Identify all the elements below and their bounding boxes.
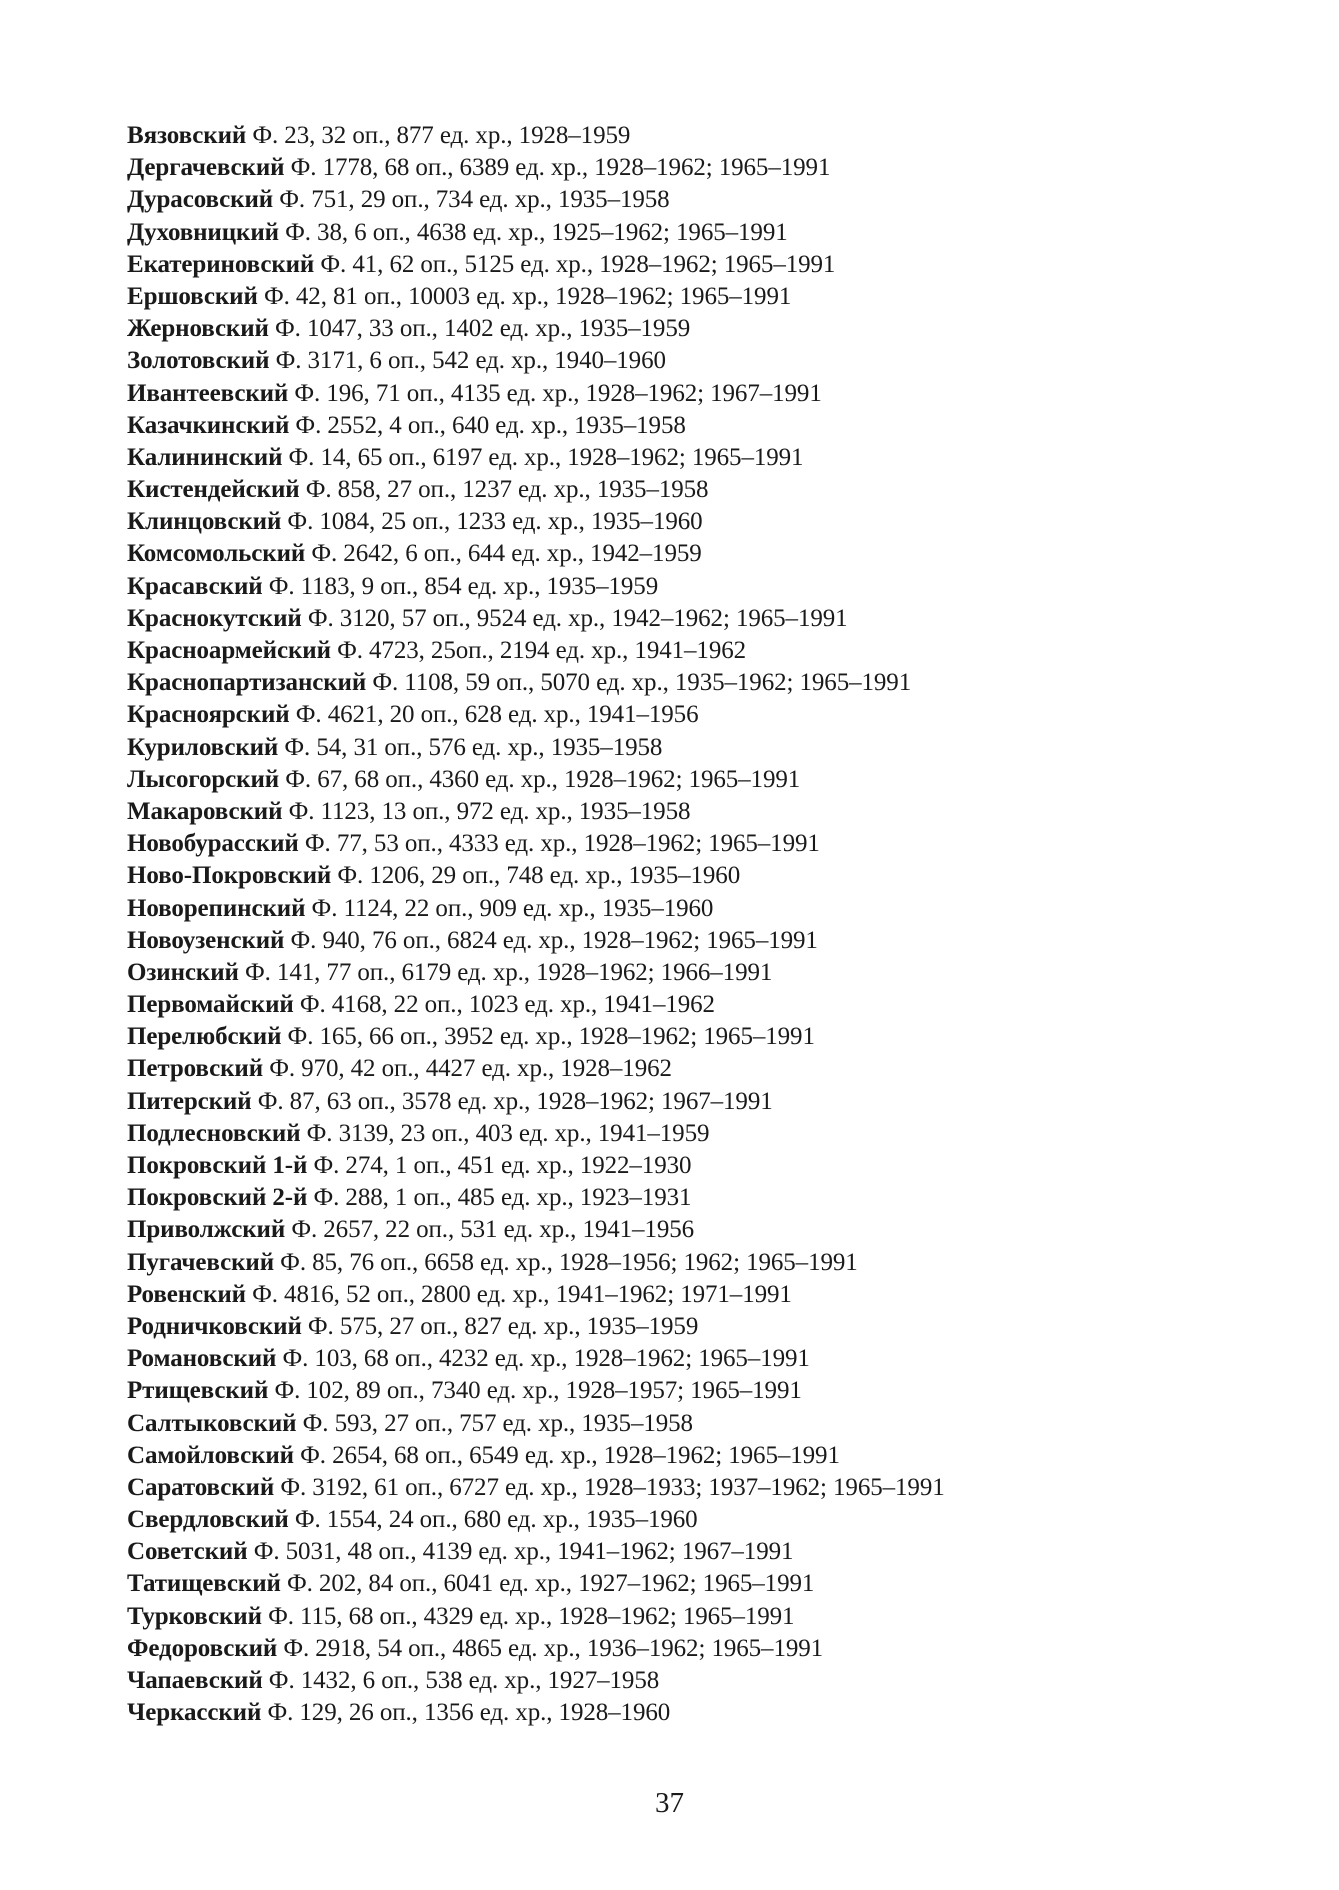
- district-name: Ново-Покровский: [127, 862, 332, 890]
- district-name: Салтыковский: [127, 1409, 297, 1437]
- district-name: Черкасский: [127, 1699, 262, 1727]
- fund-details: Ф. 1778, 68 оп., 6389 ед. хр., 1928–1962; 1965–1991: [290, 154, 831, 182]
- district-name: Комсомольский: [127, 540, 306, 568]
- fund-details: Ф. 141, 77 оп., 6179 ед. хр., 1928–1962; 1966–1991: [244, 958, 773, 986]
- fund-details: Ф. 202, 84 оп., 6041 ед. хр., 1927–1962; 1965–1991: [286, 1570, 815, 1598]
- fund-details: Ф. 575, 27 оп., 827 ед. хр., 1935–1959: [307, 1312, 699, 1340]
- district-name: Перелюбский: [127, 1023, 282, 1051]
- list-item: [127, 506, 1247, 538]
- district-name: Покровский 1-й: [127, 1152, 308, 1179]
- fund-details: Ф. 593, 27 оп., 757 ед. хр., 1935–1958: [302, 1409, 693, 1437]
- district-name: Новобурасский: [127, 830, 299, 858]
- list-item: [127, 732, 1247, 764]
- list-item: [127, 1568, 1247, 1600]
- fund-details: Ф. 14, 65 оп., 6197 ед. хр., 1928–1962; 1965–1991: [288, 443, 804, 471]
- fund-details: Ф. 41, 62 оп., 5125 ед. хр., 1928–1962; 1965–1991: [320, 250, 836, 278]
- list-item: [127, 699, 1247, 731]
- list-item: [127, 957, 1247, 989]
- list-item: [127, 1311, 1247, 1343]
- district-name: Покровский 2-й: [127, 1184, 308, 1212]
- fund-details: Ф. 1047, 33 оп., 1402 ед. хр., 1935–1959: [275, 315, 691, 343]
- district-name: Первомайский: [127, 991, 294, 1019]
- list-item: [127, 1279, 1247, 1311]
- fund-details: Ф. 54, 31 оп., 576 ед. хр., 1935–1958: [284, 733, 663, 761]
- district-name: Самойловский: [127, 1441, 294, 1469]
- fund-details: Ф. 4816, 52 оп., 2800 ед. хр., 1941–1962; 1971–1991: [252, 1280, 792, 1308]
- district-name: Куриловский: [127, 733, 279, 761]
- district-name: Дергачевский: [127, 154, 285, 182]
- fund-details: Ф. 858, 27 оп., 1237 ед. хр., 1935–1958: [305, 476, 709, 504]
- list-item: [127, 796, 1247, 828]
- list-item: [127, 1343, 1247, 1375]
- page-number: 37: [655, 1787, 684, 1819]
- fund-details: Ф. 42, 81 оп., 10003 ед. хр., 1928–1962; 1965–1991: [263, 282, 792, 310]
- list-item: [127, 1086, 1247, 1118]
- fund-details: Ф. 67, 68 оп., 4360 ед. хр., 1928–1962; 1965–1991: [285, 765, 801, 793]
- fund-details: Ф. 87, 63 оп., 3578 ед. хр., 1928–1962; 1967–1991: [257, 1087, 773, 1115]
- fund-details: Ф. 751, 29 оп., 734 ед. хр., 1935–1958: [279, 186, 670, 214]
- fund-details: Ф. 115, 68 оп., 4329 ед. хр., 1928–1962; 1965–1991: [268, 1602, 795, 1630]
- list-item: [127, 281, 1247, 313]
- list-item: [127, 603, 1247, 635]
- district-name: Саратовский: [127, 1473, 275, 1501]
- fund-details: Ф. 4168, 22 оп., 1023 ед. хр., 1941–1962: [299, 991, 715, 1019]
- fund-details: Ф. 274, 1 оп., 451 ед. хр., 1922–1930: [313, 1152, 692, 1179]
- district-name: Краснокутский: [127, 604, 302, 632]
- list-item: [127, 152, 1247, 184]
- district-name: Ивантеевский: [127, 379, 289, 407]
- district-name: Приволжский: [127, 1216, 286, 1244]
- list-item: [127, 313, 1247, 345]
- list-item: [127, 1504, 1247, 1536]
- fund-details: Ф. 1123, 13 оп., 972 ед. хр., 1935–1958: [288, 797, 691, 825]
- list-item: [127, 442, 1247, 474]
- fund-details: Ф. 2918, 54 оп., 4865 ед. хр., 1936–1962; 1965–1991: [283, 1634, 824, 1662]
- district-name: Петровский: [127, 1055, 264, 1083]
- fund-details: Ф. 3120, 57 оп., 9524 ед. хр., 1942–1962; 1965–1991: [307, 604, 848, 632]
- district-name: Татищевский: [127, 1570, 281, 1598]
- district-name: Духовницкий: [127, 218, 279, 246]
- district-name: Федоровский: [127, 1634, 278, 1662]
- fund-details: Ф. 4723, 25оп., 2194 ед. хр., 1941–1962: [337, 637, 747, 664]
- archive-fund-list: [127, 120, 1247, 1729]
- fund-details: Ф. 2642, 6 оп., 644 ед. хр., 1942–1959: [311, 540, 702, 568]
- fund-details: Ф. 3139, 23 оп., 403 ед. хр., 1941–1959: [306, 1119, 710, 1147]
- district-name: Дурасовский: [127, 186, 274, 214]
- district-name: Чапаевский: [127, 1667, 263, 1694]
- list-item: [127, 1214, 1247, 1246]
- fund-details: Ф. 85, 76 оп., 6658 ед. хр., 1928–1956; 1962; 1965–1991: [280, 1248, 858, 1276]
- list-item: [127, 410, 1247, 442]
- district-name: Красноармейский: [127, 637, 331, 664]
- district-name: Золотовский: [127, 347, 270, 375]
- district-name: Екатериновский: [127, 250, 315, 278]
- fund-details: Ф. 1108, 59 оп., 5070 ед. хр., 1935–1962; 1965–1991: [372, 669, 912, 697]
- list-item: [127, 1247, 1247, 1279]
- list-item: [127, 635, 1247, 667]
- fund-details: Ф. 1206, 29 оп., 748 ед. хр., 1935–1960: [337, 862, 741, 890]
- list-item: [127, 474, 1247, 506]
- district-name: Озинский: [127, 958, 239, 986]
- list-item: [127, 217, 1247, 249]
- list-item: [127, 1697, 1247, 1729]
- district-name: Новорепинский: [127, 894, 306, 922]
- fund-details: Ф. 4621, 20 оп., 628 ед. хр., 1941–1956: [295, 701, 699, 729]
- fund-details: Ф. 2552, 4 оп., 640 ед. хр., 1935–1958: [295, 411, 686, 439]
- list-item: [127, 378, 1247, 410]
- fund-details: Ф. 940, 76 оп., 6824 ед. хр., 1928–1962; 1965–1991: [290, 926, 818, 954]
- district-name: Лысогорский: [127, 765, 280, 793]
- list-item: [127, 667, 1247, 699]
- fund-details: Ф. 103, 68 оп., 4232 ед. хр., 1928–1962; 1965–1991: [282, 1345, 810, 1373]
- fund-details: Ф. 165, 66 оп., 3952 ед. хр., 1928–1962; 1965–1991: [287, 1023, 815, 1051]
- district-name: Свердловский: [127, 1506, 289, 1534]
- list-item: [127, 925, 1247, 957]
- fund-details: Ф. 102, 89 оп., 7340 ед. хр., 1928–1957; 1965–1991: [274, 1377, 802, 1405]
- fund-details: Ф. 1183, 9 оп., 854 ед. хр., 1935–1959: [268, 572, 659, 600]
- district-name: Романовский: [127, 1345, 277, 1373]
- list-item: [127, 1601, 1247, 1633]
- fund-details: Ф. 3192, 61 оп., 6727 ед. хр., 1928–1933; 1937–1962; 1965–1991: [280, 1473, 945, 1501]
- list-item: [127, 1150, 1247, 1182]
- fund-details: Ф. 23, 32 оп., 877 ед. хр., 1928–1959: [252, 122, 631, 149]
- district-name: Ртищевский: [127, 1377, 269, 1405]
- district-name: Подлесновский: [127, 1119, 301, 1147]
- district-name: Клинцовский: [127, 508, 282, 536]
- fund-details: Ф. 2657, 22 оп., 531 ед. хр., 1941–1956: [291, 1216, 695, 1244]
- list-item: [127, 249, 1247, 281]
- district-name: Краснопартизанский: [127, 669, 367, 697]
- list-item: [127, 184, 1247, 216]
- fund-details: Ф. 5031, 48 оп., 4139 ед. хр., 1941–1962; 1967–1991: [253, 1538, 794, 1566]
- district-name: Казачкинский: [127, 411, 290, 439]
- district-name: Ровенский: [127, 1280, 246, 1308]
- list-item: [127, 1053, 1247, 1085]
- fund-details: Ф. 1432, 6 оп., 538 ед. хр., 1927–1958: [268, 1667, 660, 1694]
- fund-details: Ф. 970, 42 оп., 4427 ед. хр., 1928–1962: [269, 1055, 672, 1083]
- fund-details: Ф. 1554, 24 оп., 680 ед. хр., 1935–1960: [294, 1506, 698, 1534]
- fund-details: Ф. 77, 53 оп., 4333 ед. хр., 1928–1962; 1965–1991: [304, 830, 820, 858]
- list-item: [127, 1665, 1247, 1697]
- fund-details: Ф. 2654, 68 оп., 6549 ед. хр., 1928–1962; 1965–1991: [300, 1441, 840, 1469]
- district-name: Советский: [127, 1538, 248, 1566]
- district-name: Красноярский: [127, 701, 290, 729]
- district-name: Новоузенский: [127, 926, 285, 954]
- list-item: [127, 345, 1247, 377]
- list-item: [127, 764, 1247, 796]
- list-item: [127, 538, 1247, 570]
- fund-details: Ф. 3171, 6 оп., 542 ед. хр., 1940–1960: [275, 347, 666, 375]
- fund-details: Ф. 196, 71 оп., 4135 ед. хр., 1928–1962; 1967–1991: [294, 379, 822, 407]
- list-item: [127, 828, 1247, 860]
- fund-details: Ф. 129, 26 оп., 1356 ед. хр., 1928–1960: [267, 1699, 671, 1727]
- district-name: Макаровский: [127, 797, 283, 825]
- list-item: [127, 989, 1247, 1021]
- list-item: [127, 1472, 1247, 1504]
- district-name: Родничковский: [127, 1312, 302, 1340]
- fund-details: Ф. 1124, 22 оп., 909 ед. хр., 1935–1960: [311, 894, 714, 922]
- list-item: [127, 1633, 1247, 1665]
- district-name: Красавский: [127, 572, 263, 600]
- list-item: [127, 1118, 1247, 1150]
- list-item: [127, 1408, 1247, 1440]
- district-name: Питерский: [127, 1087, 252, 1115]
- list-item: [127, 571, 1247, 603]
- list-item: [127, 1440, 1247, 1472]
- district-name: Вязовский: [127, 122, 247, 149]
- list-item: [127, 1536, 1247, 1568]
- list-item: [127, 120, 1247, 152]
- list-item: [127, 1021, 1247, 1053]
- list-item: [127, 860, 1247, 892]
- district-name: Ершовский: [127, 282, 258, 310]
- fund-details: Ф. 1084, 25 оп., 1233 ед. хр., 1935–1960: [287, 508, 703, 536]
- district-name: Пугачевский: [127, 1248, 275, 1276]
- district-name: Турковский: [127, 1602, 262, 1630]
- list-item: [127, 893, 1247, 925]
- district-name: Калининский: [127, 443, 283, 471]
- list-item: [127, 1375, 1247, 1407]
- fund-details: Ф. 288, 1 оп., 485 ед. хр., 1923–1931: [313, 1184, 692, 1212]
- district-name: Жерновский: [127, 315, 269, 343]
- district-name: Кистендейский: [127, 476, 300, 504]
- fund-details: Ф. 38, 6 оп., 4638 ед. хр., 1925–1962; 1965–1991: [285, 218, 788, 246]
- list-item: [127, 1182, 1247, 1214]
